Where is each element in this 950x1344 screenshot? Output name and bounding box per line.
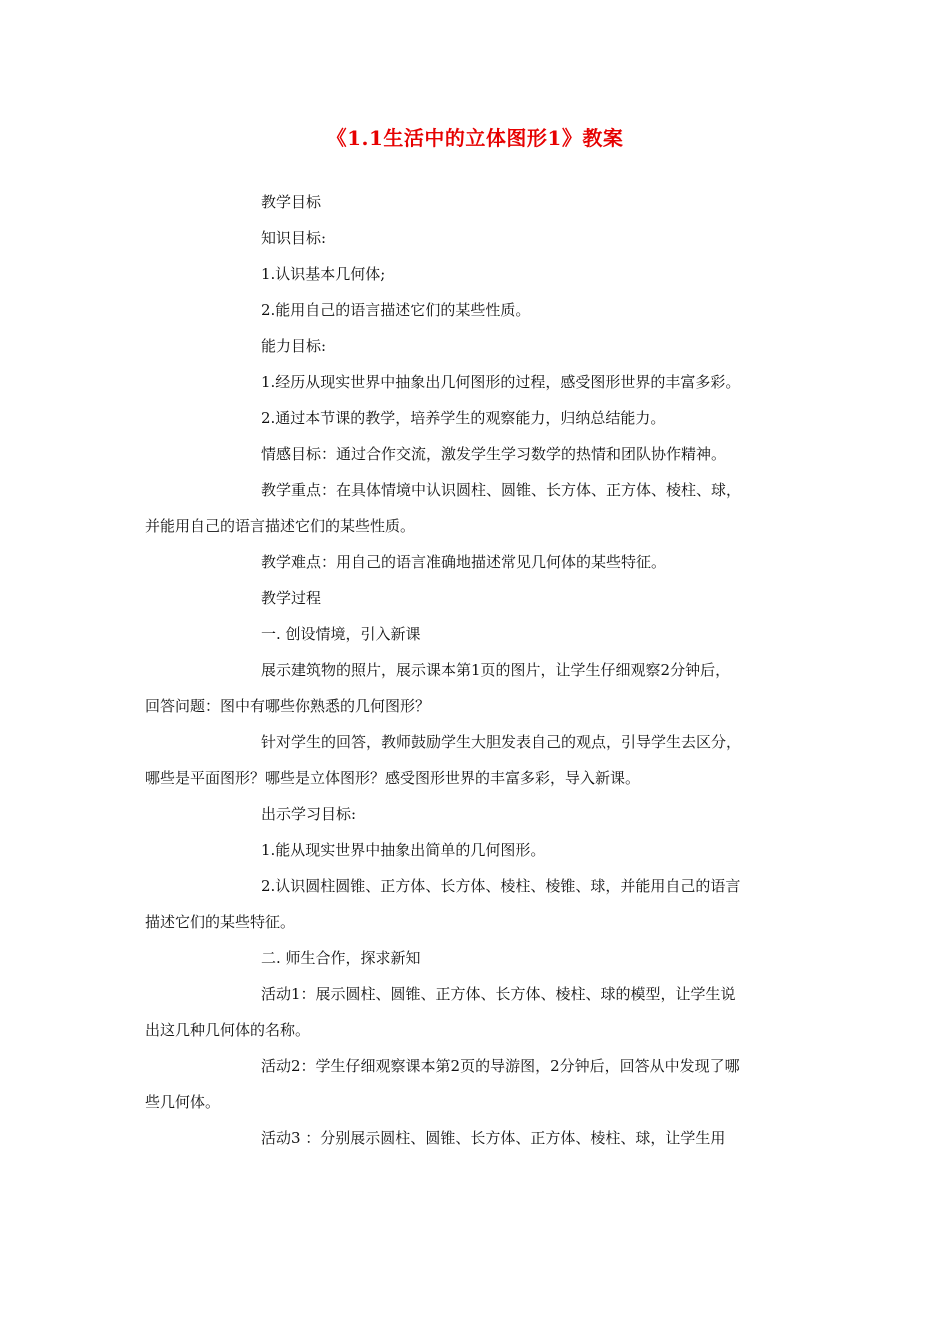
paragraph — [145, 292, 805, 328]
paragraph — [145, 580, 805, 616]
paragraph — [145, 400, 805, 436]
paragraph — [145, 256, 805, 292]
text-line: 哪些是平面图形？哪些是立体图形？感受图形世界的丰富多彩，导入新课。 — [145, 769, 641, 787]
text-line: 一. 创设情境，引入新课 — [261, 625, 421, 643]
text-line: 出示学习目标: — [261, 805, 357, 823]
text-line: 教学目标 — [261, 193, 322, 211]
text-line: 些几何体。 — [145, 1093, 221, 1111]
paragraph — [145, 544, 805, 580]
text-line: 情感目标：通过合作交流，激发学生学习数学的热情和团队协作精神。 — [261, 445, 727, 463]
text-line: 针对学生的回答，教师鼓励学生大胆发表自己的观点，引导学生去区分， — [261, 733, 742, 751]
text-line: 教学重点：在具体情境中认识圆柱、圆锥、长方体、正方体、棱柱、球， — [261, 481, 742, 499]
paragraph — [145, 652, 805, 724]
paragraph — [145, 616, 805, 652]
text-line: 二. 师生合作，探求新知 — [261, 949, 421, 967]
text-line: 活动3 ：分别展示圆柱、圆锥、长方体、正方体、棱柱、球，让学生用 — [261, 1129, 726, 1147]
paragraph — [145, 328, 805, 364]
text-line: 教学难点：用自己的语言准确地描述常见几何体的某些特征。 — [261, 553, 667, 571]
text-line: 展示建筑物的照片，展示课本第1页的图片，让学生仔细观察2分钟后， — [261, 661, 731, 679]
paragraph — [145, 436, 805, 472]
text-line: 知识目标: — [261, 229, 327, 247]
paragraph — [145, 472, 805, 544]
document-title: 《1.1生活中的立体图形1》教案 — [326, 126, 624, 150]
text-line: 2.通过本节课的教学，培养学生的观察能力，归纳总结能力。 — [261, 409, 666, 427]
paragraph — [145, 364, 805, 400]
text-line: 1.经历从现实世界中抽象出几何图形的过程，感受图形世界的丰富多彩。 — [261, 373, 741, 391]
text-line: 能力目标: — [261, 337, 327, 355]
text-line: 并能用自己的语言描述它们的某些性质。 — [145, 517, 416, 535]
document-body — [145, 184, 805, 1156]
text-line: 1.认识基本几何体; — [261, 265, 386, 283]
text-line: 活动2：学生仔细观察课本第2页的导游图，2分钟后，回答从中发现了哪 — [261, 1057, 740, 1075]
text-line: 描述它们的某些特征。 — [145, 913, 296, 931]
text-line: 2.能用自己的语言描述它们的某些性质。 — [261, 301, 531, 319]
text-line: 2.认识圆柱圆锥、正方体、长方体、棱柱、棱锥、球，并能用自己的语言 — [261, 877, 741, 895]
paragraph — [145, 868, 805, 940]
paragraph — [145, 1048, 805, 1120]
paragraph — [145, 724, 805, 796]
text-line: 活动1：展示圆柱、圆锥、正方体、长方体、棱柱、球的模型，让学生说 — [261, 985, 736, 1003]
text-line: 出这几种几何体的名称。 — [145, 1021, 311, 1039]
text-line: 回答问题：图中有哪些你熟悉的几何图形？ — [145, 697, 431, 715]
text-line: 教学过程 — [261, 589, 322, 607]
paragraph — [145, 220, 805, 256]
paragraph — [145, 1120, 805, 1156]
paragraph — [145, 976, 805, 1048]
paragraph — [145, 796, 805, 832]
text-line: 1.能从现实世界中抽象出简单的几何图形。 — [261, 841, 546, 859]
paragraph — [145, 940, 805, 976]
paragraph — [145, 184, 805, 220]
paragraph — [145, 832, 805, 868]
